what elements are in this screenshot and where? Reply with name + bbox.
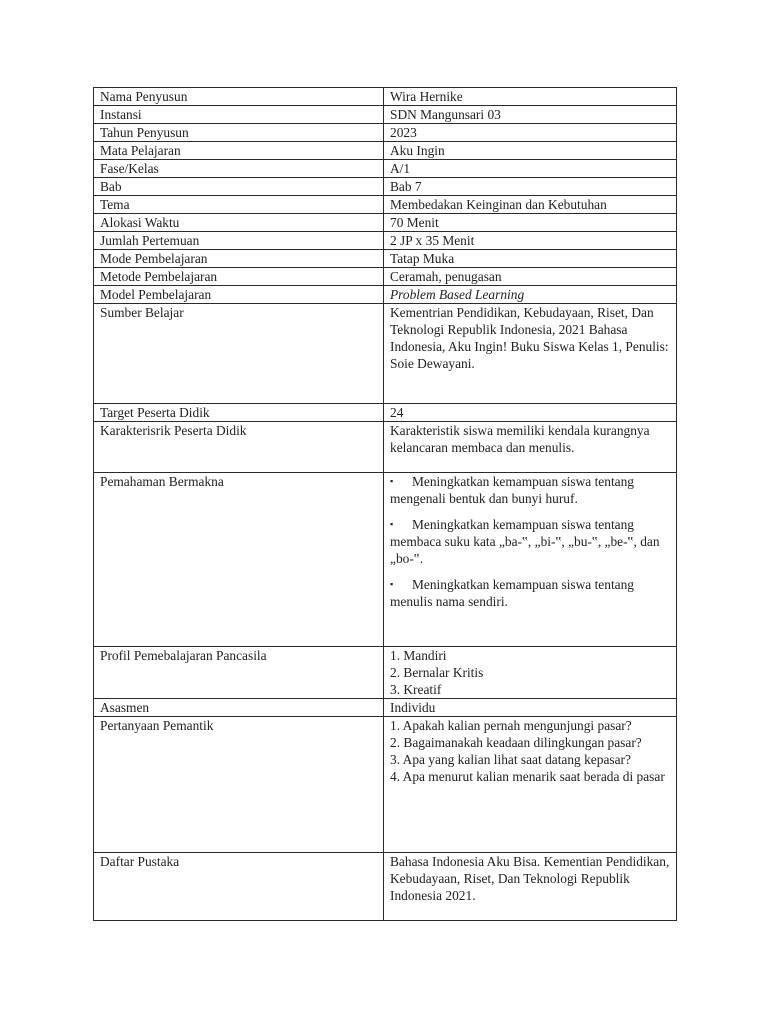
list-item: 1. Mandiri: [390, 648, 447, 663]
row-label: Karakterisrik Peserta Didik: [94, 422, 384, 473]
row-label: Sumber Belajar: [94, 304, 384, 404]
list-item: 2. Bagaimanakah keadaan dilingkungan pasar?: [390, 735, 642, 750]
row-value: Karakteristik siswa memiliki kendala kurangnya kelancaran membaca dan menulis.: [384, 422, 677, 473]
table-row: [94, 214, 677, 232]
table-row: [94, 853, 677, 921]
table-row: [94, 160, 677, 178]
table-row: [94, 106, 677, 124]
table-row: [94, 304, 677, 404]
row-label: Target Peserta Didik: [94, 404, 384, 422]
row-label: Daftar Pustaka: [94, 853, 384, 921]
list-item: [390, 473, 670, 507]
row-label: Tema: [94, 196, 384, 214]
row-label: Mode Pembelajaran: [94, 250, 384, 268]
table-row: [94, 232, 677, 250]
row-label: Asasmen: [94, 699, 384, 717]
row-value: 24: [384, 404, 677, 422]
table-row: [94, 286, 677, 304]
row-value: SDN Mangunsari 03: [384, 106, 677, 124]
list-item: 2. Bernalar Kritis: [390, 665, 484, 680]
table-row: [94, 124, 677, 142]
row-value: 70 Menit: [384, 214, 677, 232]
row-label: Model Pembelajaran: [94, 286, 384, 304]
row-label: Bab: [94, 178, 384, 196]
table-row: [94, 88, 677, 106]
row-label: Mata Pelajaran: [94, 142, 384, 160]
table-row: [94, 196, 677, 214]
list-item: [390, 576, 670, 610]
row-value: Membedakan Keinginan dan Kebutuhan: [384, 196, 677, 214]
list-item: 4. Apa menurut kalian menarik saat berada di pasar: [390, 769, 665, 784]
row-value: Individu: [384, 699, 677, 717]
row-value-list: [384, 717, 677, 853]
list-item-text: Meningkatkan kemampuan siswa tentang membaca suku kata „ba-‟, „bi-‟, „bu-‟, „be-‟, dan „bo-‟.: [390, 517, 660, 566]
row-label: Instansi: [94, 106, 384, 124]
row-value: 2 JP x 35 Menit: [384, 232, 677, 250]
table-row: [94, 142, 677, 160]
row-value-list: [384, 473, 677, 647]
row-label: Fase/Kelas: [94, 160, 384, 178]
row-value: Problem Based Learning: [384, 286, 677, 304]
row-label: Alokasi Waktu: [94, 214, 384, 232]
row-label: Profil Pemebalajaran Pancasila: [94, 647, 384, 699]
list-item-text: Meningkatkan kemampuan siswa tentang mengenali bentuk dan bunyi huruf.: [390, 474, 635, 506]
row-value: Bahasa Indonesia Aku Bisa. Kementian Pendidikan, Kebudayaan, Riset, Dan Teknologi Republik Indonesia 2021.: [384, 853, 677, 921]
row-value: 2023: [384, 124, 677, 142]
row-value: Tatap Muka: [384, 250, 677, 268]
lesson-plan-table: [93, 87, 677, 921]
table-row: [94, 717, 677, 853]
row-label: Metode Pembelajaran: [94, 268, 384, 286]
row-value: Ceramah, penugasan: [384, 268, 677, 286]
table-row: [94, 473, 677, 647]
square-bullet-icon: ▪: [390, 519, 394, 529]
row-label: Jumlah Pertemuan: [94, 232, 384, 250]
row-value: Bab 7: [384, 178, 677, 196]
table-row: [94, 404, 677, 422]
list-item: 1. Apakah kalian pernah mengunjungi pasar?: [390, 718, 632, 733]
row-value: Aku Ingin: [384, 142, 677, 160]
row-label: Pertanyaan Pemantik: [94, 717, 384, 853]
table-row: [94, 647, 677, 699]
table-row: [94, 250, 677, 268]
square-bullet-icon: ▪: [390, 579, 394, 589]
table-row: [94, 422, 677, 473]
row-value: A/1: [384, 160, 677, 178]
table-row: [94, 699, 677, 717]
list-item: 3. Kreatif: [390, 682, 442, 697]
list-item-text: Meningkatkan kemampuan siswa tentang menulis nama sendiri.: [390, 577, 635, 609]
row-label: Nama Penyusun: [94, 88, 384, 106]
row-label: Tahun Penyusun: [94, 124, 384, 142]
row-value: Kementrian Pendidikan, Kebudayaan, Riset, Dan Teknologi Republik Indonesia, 2021 Bahasa Indonesia, Aku Ingin! Buku Siswa Kelas 1, Penulis: Soie Dewayani.: [384, 304, 677, 404]
table-row: [94, 178, 677, 196]
row-label: Pemahaman Bermakna: [94, 473, 384, 647]
square-bullet-icon: ▪: [390, 476, 394, 486]
list-item: [390, 516, 670, 567]
row-value-list: [384, 647, 677, 699]
table-row: [94, 268, 677, 286]
list-item: 3. Apa yang kalian lihat saat datang kepasar?: [390, 752, 631, 767]
row-value: Wira Hernike: [384, 88, 677, 106]
